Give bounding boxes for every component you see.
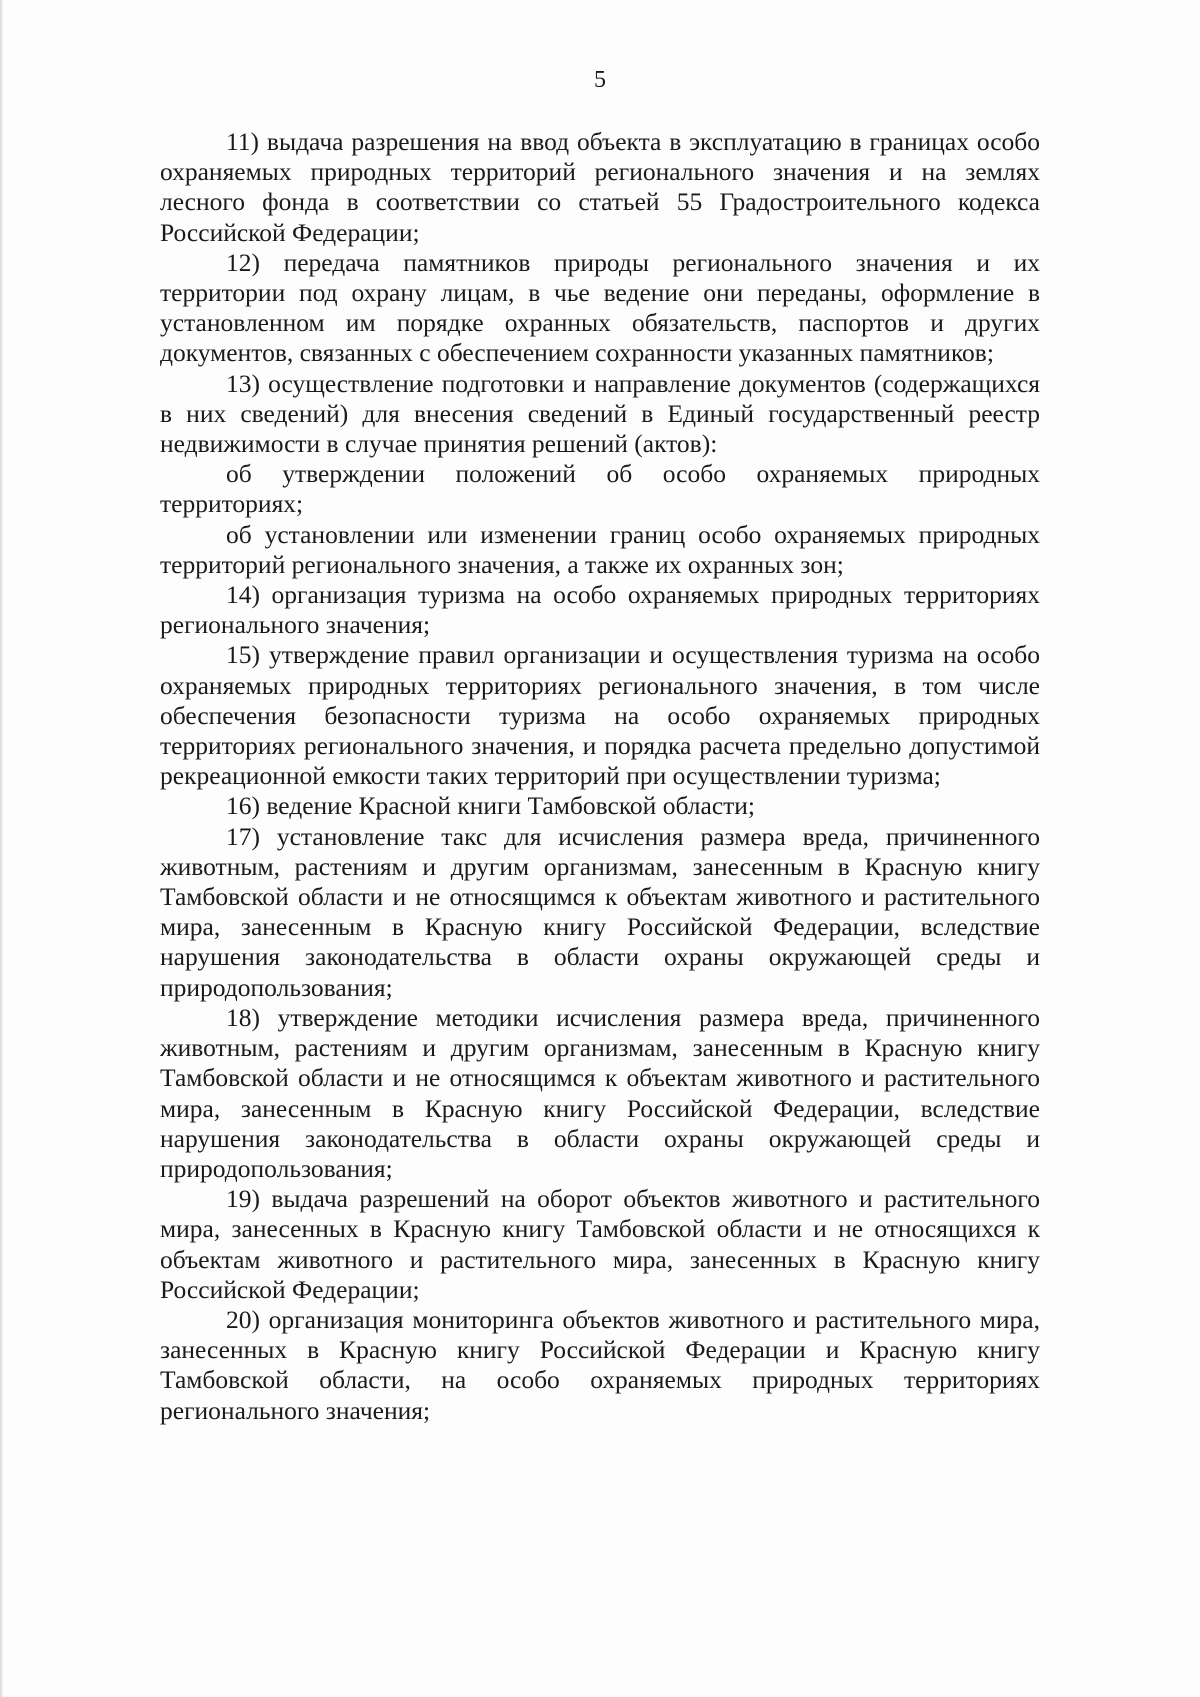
- paragraph-item-13-sub-2: об установлении или изменении границ особо охраняемых природных территорий регионального значения, а также их охранных зон;: [160, 519, 1040, 579]
- paragraph-item-19: 19) выдача разрешений на оборот объектов животного и растительного мира, занесенных в Красную книгу Тамбовской области и не относящихся к объектам животного и растительного мира, занесенных в Красную книгу Российской Федерации;: [160, 1184, 1040, 1304]
- paragraph-item-13: 13) осуществление подготовки и направление документов (содержащихся в них сведений) для внесения сведений в Единый государственный реестр недвижимости в случае принятия решений (актов):: [160, 368, 1040, 459]
- paragraph-item-18: 18) утверждение методики исчисления размера вреда, причиненного животным, растениям и другим организмам, занесенным в Красную книгу Тамбовской области и не относящимся к объектам животного и растительного мира, занесенным в Красную книгу Российской Федерации, вследствие нарушения законодательства в области охраны окружающей среды и природопользования;: [160, 1002, 1040, 1183]
- paragraph-item-15: 15) утверждение правил организации и осуществления туризма на особо охраняемых природных территориях регионального значения, в том числе обеспечения безопасности туризма на особо охраняемых природных территориях регионального значения, и порядка расчета предельно допустимой рекреационной емкости таких территорий при осуществлении туризма;: [160, 640, 1040, 791]
- scan-edge: [0, 0, 3, 1697]
- paragraph-item-12: 12) передача памятников природы регионального значения и их территории под охрану лицам, в чье ведение они переданы, оформление в установленном им порядке охранных обязательств, паспортов и других документов, связанных с обеспечением сохранности указанных памятников;: [160, 247, 1040, 368]
- document-body: [160, 127, 1040, 1426]
- page-number: 5: [594, 67, 606, 93]
- paragraph-item-20: 20) организация мониторинга объектов животного и растительного мира, занесенных в Красную книгу Российской Федерации и Красную книгу Тамбовской области, на особо охраняемых природных территориях регионального значения;: [160, 1304, 1040, 1425]
- paragraph-item-16: 16) ведение Красной книги Тамбовской области;: [226, 791, 756, 821]
- paragraph-item-11: 11) выдача разрешения на ввод объекта в эксплуатацию в границах особо охраняемых природных территорий регионального значения и на землях лесного фонда в соответствии со статьей 55 Градостроительного кодекса Российской Федерации;: [160, 127, 1040, 247]
- paragraph-item-14: 14) организация туризма на особо охраняемых природных территориях регионального значения;: [160, 580, 1040, 640]
- paragraph-item-17: 17) установление такс для исчисления размера вреда, причиненного животным, растениям и другим организмам, занесенным в Красную книгу Тамбовской области и не относящимся к объектам животного и растительного мира, занесенным в Красную книгу Российской Федерации, вследствие нарушения законодательства в области охраны окружающей среды и природопользования;: [160, 821, 1040, 1002]
- paragraph-item-13-sub-1: об утверждении положений об особо охраняемых природных территориях;: [160, 459, 1040, 519]
